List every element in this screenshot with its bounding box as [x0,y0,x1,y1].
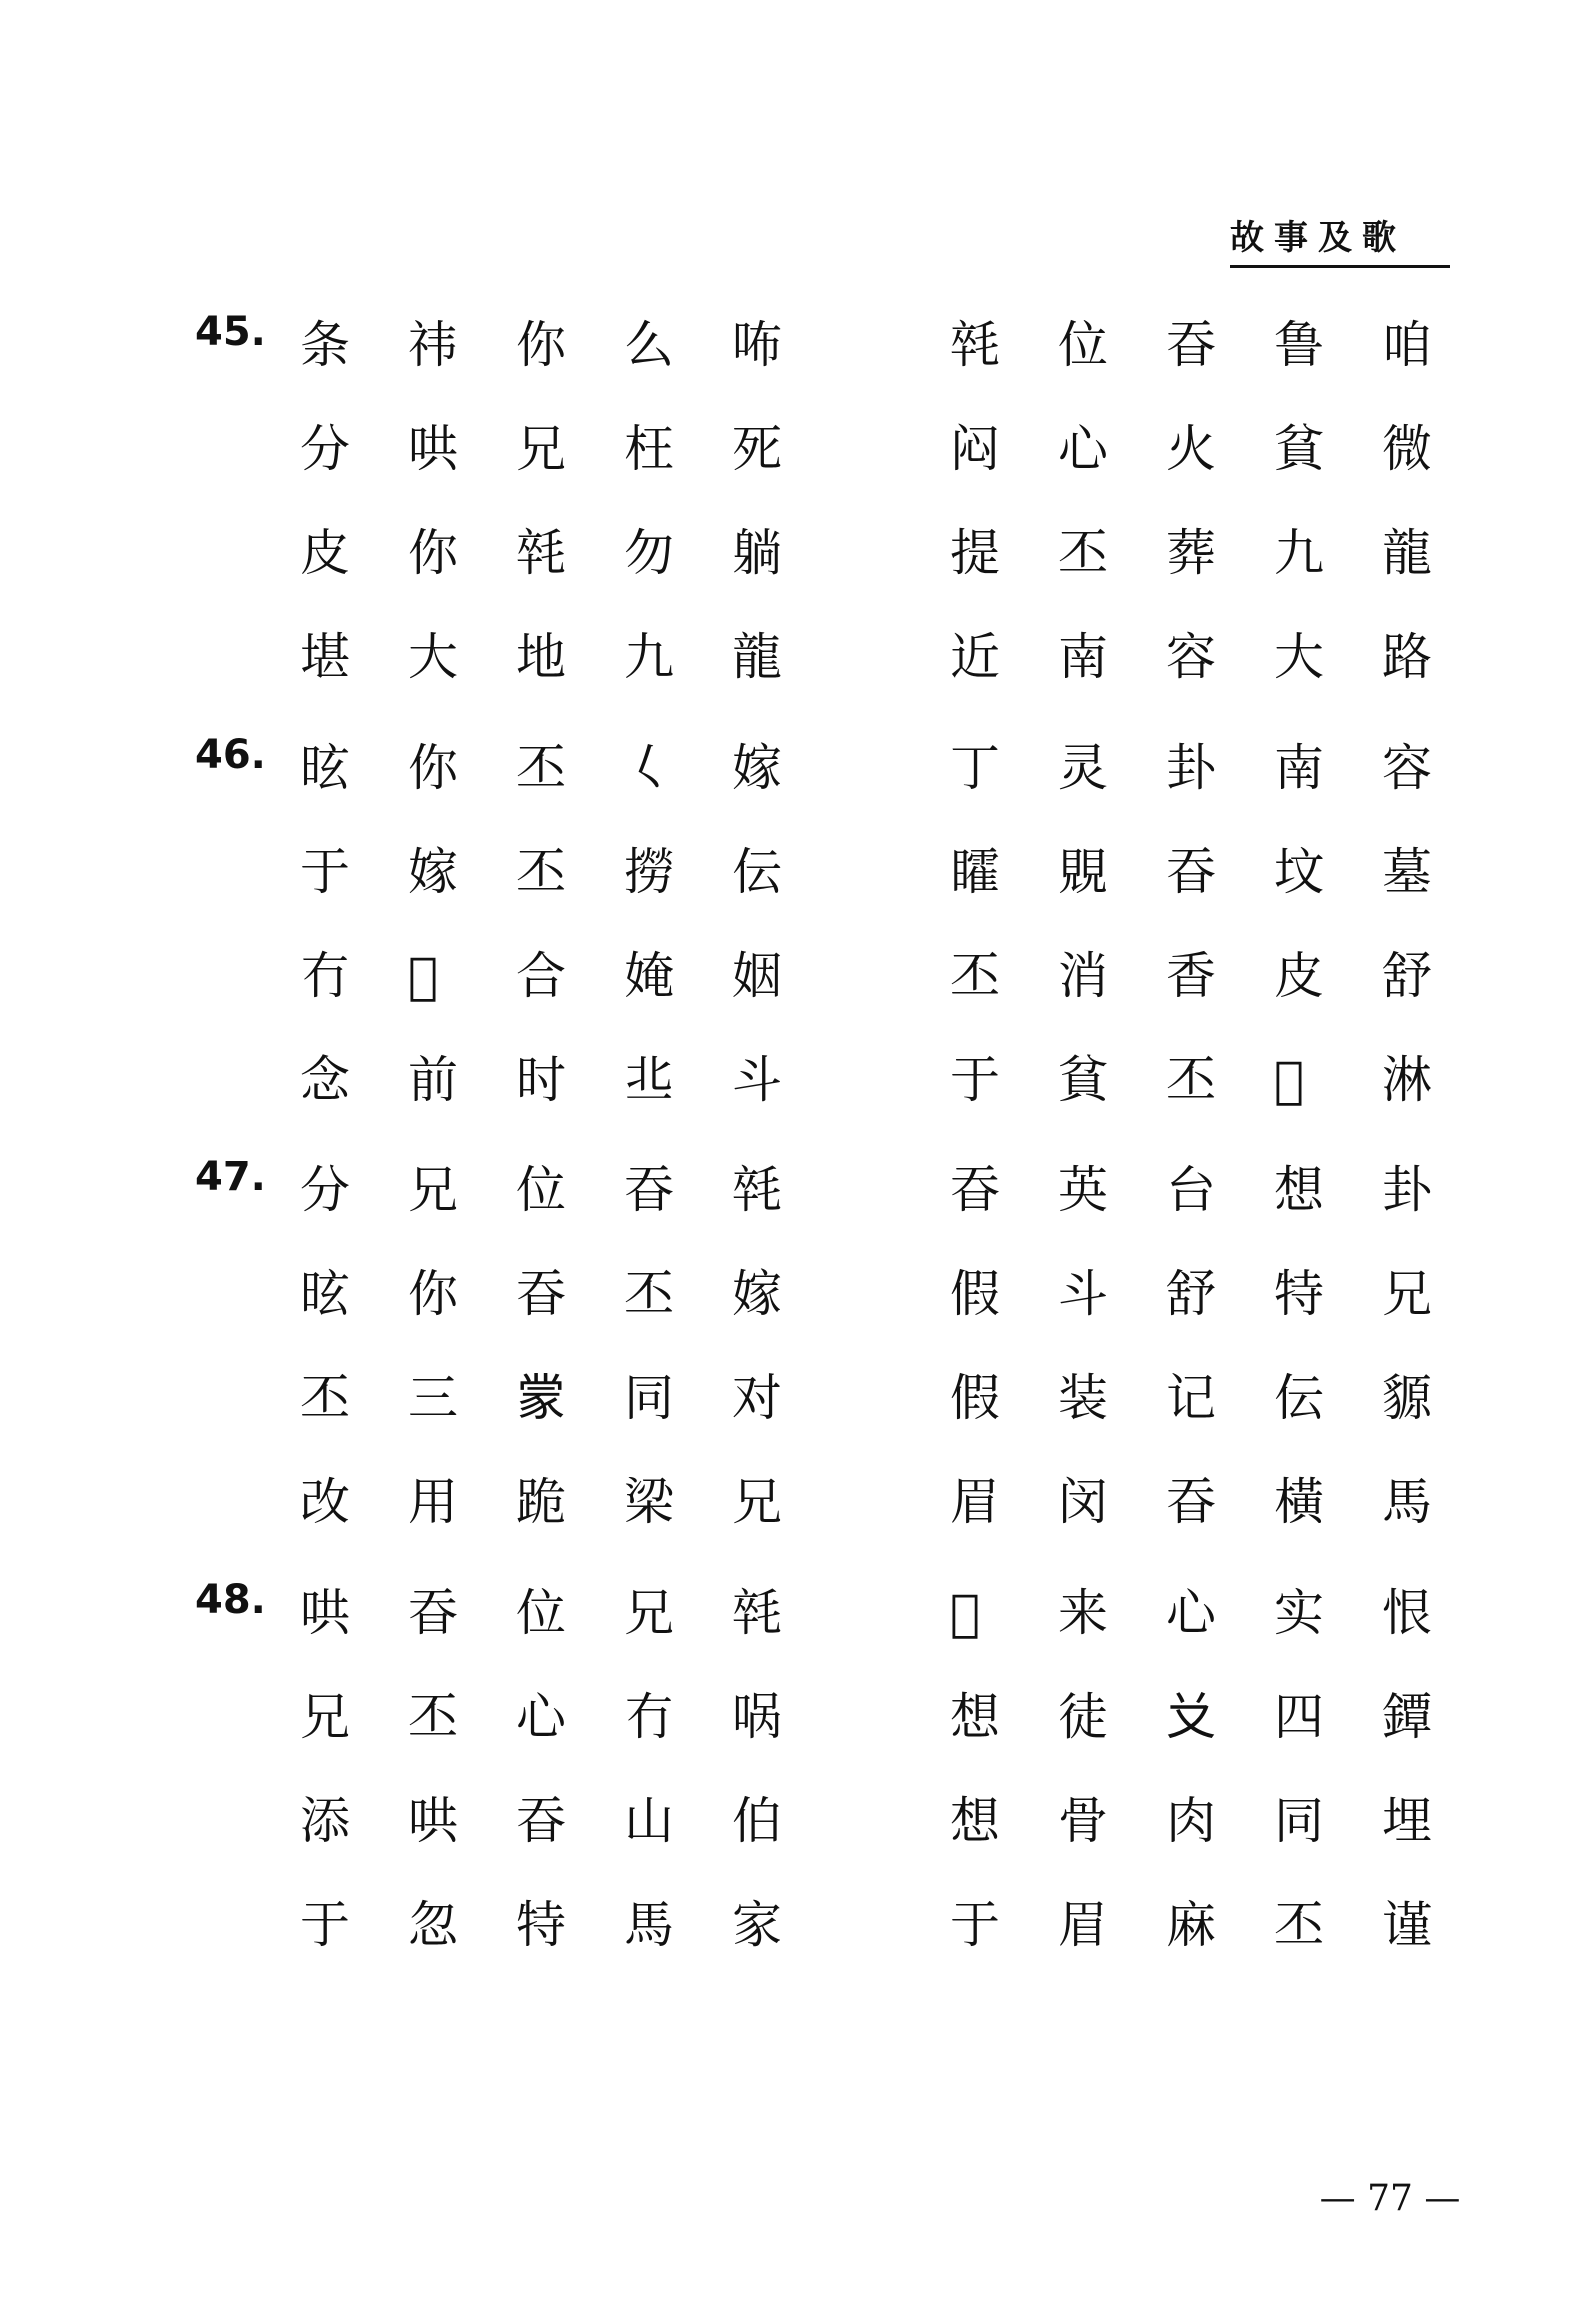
hemistich-left [300,503,840,603]
hemistich-right [950,1771,1490,1871]
nom-character: 哄 [408,1792,458,1850]
nom-character: 于 [950,1896,1000,1954]
hemistich-right [950,607,1490,707]
nom-character: 昋 [950,1161,1000,1219]
verse-line [0,718,1587,818]
nom-character: 位 [1058,316,1108,374]
hemistich-left [300,1140,840,1240]
nom-character: 台 [1166,1161,1216,1219]
hemistich-left [300,1875,840,1975]
nom-character: 葬 [1166,524,1216,582]
nom-character: 想 [950,1792,1000,1850]
nom-character: 大 [1274,628,1324,686]
nom-character: 合 [516,947,566,1005]
nom-character: 龍 [1382,524,1432,582]
nom-character: 南 [1274,739,1324,797]
hemistich-right [950,1140,1490,1240]
nom-character: 卦 [1382,1161,1432,1219]
nom-character: 龍 [732,628,782,686]
nom-character: 近 [950,628,1000,686]
nom-character: 勿 [624,524,674,582]
nom-character: 皮 [300,524,350,582]
hemistich-left [300,1563,840,1663]
nom-character: 㖞 [732,1688,782,1746]
hemistich-left [300,607,840,707]
nom-character: 祎 [408,316,458,374]
nom-character: 骨 [1058,1792,1108,1850]
hemistich-left [300,295,840,395]
verse-line [0,295,1587,395]
nom-character: 坟 [1274,843,1324,901]
nom-character: 𠬠 [1166,1688,1216,1746]
nom-character: 路 [1382,628,1432,686]
nom-character: 假 [950,1265,1000,1323]
verse-line [0,1140,1587,1240]
nom-character: 撈 [624,843,674,901]
page-number: — 77 — [1319,2178,1461,2219]
verse-line [0,1244,1587,1344]
nom-character: 昋 [1166,1473,1216,1531]
nom-character: 昡 [300,1265,350,1323]
nom-character: 添 [300,1792,350,1850]
nom-character: 貧 [1274,420,1324,478]
nom-character: 地 [516,628,566,686]
nom-character: 闷 [950,420,1000,478]
nom-character: 昋 [516,1792,566,1850]
nom-character: 条 [300,316,350,374]
hemistich-right [950,1348,1490,1448]
nom-character: 跪 [516,1473,566,1531]
nom-character: 四 [1274,1688,1324,1746]
nom-character: 姻 [732,947,782,1005]
nom-character: 哄 [300,1584,350,1642]
nom-character: 家 [732,1896,782,1954]
nom-character: 嫁 [408,843,458,901]
hemistich-left [300,1348,840,1448]
nom-character: 㲞 [950,316,1000,374]
nom-character: 兄 [1382,1265,1432,1323]
nom-character: 貧 [1058,1051,1108,1109]
nom-character: 来 [1058,1584,1108,1642]
nom-character: 舒 [1166,1265,1216,1323]
nom-character: 墓 [1382,843,1432,901]
verse-line [0,1875,1587,1975]
nom-character: 三 [408,1369,458,1427]
verse-line [0,926,1587,1026]
nom-character: 兄 [516,420,566,478]
nom-character: 死 [732,420,782,478]
verse-line [0,822,1587,922]
nom-character: 徒 [1058,1688,1108,1746]
nom-character: 谨 [1382,1896,1432,1954]
nom-character: 实 [1274,1584,1324,1642]
stanza-number: 46. [195,732,266,778]
nom-character: 你 [408,524,458,582]
nom-character: 装 [1058,1369,1108,1427]
nom-character: 埋 [1382,1792,1432,1850]
nom-character: 南 [1058,628,1108,686]
verse-line [0,607,1587,707]
nom-character: 兄 [732,1473,782,1531]
nom-character: 兄 [408,1161,458,1219]
hemistich-left [300,1244,840,1344]
nom-character: 英 [1058,1161,1108,1219]
nom-character: 肉 [1166,1792,1216,1850]
nom-character: 丕 [624,1265,674,1323]
nom-character: 斗 [1058,1265,1108,1323]
nom-character: 昋 [1166,316,1216,374]
hemistich-right [950,926,1490,1026]
nom-character: 舒 [1382,947,1432,1005]
hemistich-right [950,1030,1490,1130]
nom-character: 咘 [732,316,782,374]
nom-character: 微 [1382,420,1432,478]
nom-character: 火 [1166,420,1216,478]
hemistich-right [950,295,1490,395]
hemistich-left [300,399,840,499]
nom-character: 嫁 [732,739,782,797]
nom-character: 心 [1166,1584,1216,1642]
hemistich-right [950,503,1490,603]
nom-character: 𪜀 [950,1584,981,1642]
nom-character: 矐 [950,843,1000,901]
nom-character: 皮 [1274,947,1324,1005]
nom-character: 眉 [950,1473,1000,1531]
nom-character: 心 [1058,420,1108,478]
nom-character: 灵 [1058,739,1108,797]
nom-character: 枉 [624,420,674,478]
hemistich-right [950,1452,1490,1552]
hemistich-right [950,1563,1490,1663]
nom-character: 堪 [300,628,350,686]
hemistich-left [300,1667,840,1767]
nom-character: 伯 [732,1792,782,1850]
nom-character: 想 [1274,1161,1324,1219]
nom-character: 特 [1274,1265,1324,1323]
nom-character: 想 [950,1688,1000,1746]
nom-character: 改 [300,1473,350,1531]
nom-character: 鐔 [1382,1688,1432,1746]
nom-character: 丁 [950,739,1000,797]
nom-character: 冇 [300,947,350,1005]
nom-character: 㲞 [732,1584,782,1642]
nom-character: 卦 [1166,739,1216,797]
nom-character: 于 [300,1896,350,1954]
nom-character: 斗 [732,1051,782,1109]
nom-character: 咱 [1382,316,1432,374]
nom-character: 于 [300,843,350,901]
stanza-number: 47. [195,1154,266,1200]
nom-character: 昋 [408,1584,458,1642]
hemistich-left [300,1030,840,1130]
nom-character: 大 [408,628,458,686]
nom-character: 䝠 [1382,1369,1432,1427]
stanza-number: 48. [195,1577,266,1623]
nom-character: 山 [624,1792,674,1850]
nom-character: 容 [1382,739,1432,797]
nom-character: 冇 [624,1688,674,1746]
nom-character: 兄 [300,1688,350,1746]
hemistich-left [300,1452,840,1552]
hemistich-left [300,1771,840,1871]
nom-character: 丕 [300,1369,350,1427]
nom-character: 假 [950,1369,1000,1427]
verse-line [0,399,1587,499]
verse-line [0,1771,1587,1871]
nom-character: 昋 [516,1265,566,1323]
nom-character: 眉 [1058,1896,1108,1954]
hemistich-right [950,1667,1490,1767]
nom-character: 昡 [300,739,350,797]
nom-character: 馬 [624,1896,674,1954]
nom-character: 丕 [516,843,566,901]
nom-character: 丠 [624,1051,674,1109]
nom-character: 馬 [1382,1473,1432,1531]
hemistich-right [950,718,1490,818]
nom-character: 覞 [1058,843,1108,901]
nom-character: 躺 [732,524,782,582]
hemistich-right [950,822,1490,922]
nom-character: 分 [300,420,350,478]
nom-character: 𫎇 [516,1369,566,1427]
nom-character: 橫 [1274,1473,1324,1531]
nom-character: 闵 [1058,1473,1108,1531]
nom-character: 丕 [516,739,566,797]
hemistich-right [950,399,1490,499]
verse-line [0,1030,1587,1130]
nom-character: 丕 [1058,524,1108,582]
nom-character: 𡗶 [1274,1051,1305,1109]
nom-character: 丕 [408,1688,458,1746]
nom-character: 心 [516,1688,566,1746]
verse-line [0,1563,1587,1663]
nom-character: 时 [516,1051,566,1109]
nom-character: 丕 [950,947,1000,1005]
nom-character: 香 [1166,947,1216,1005]
nom-character: 𡿨 [624,739,674,797]
nom-character: 丕 [1274,1896,1324,1954]
nom-character: 𡗶 [408,947,439,1005]
nom-character: 用 [408,1473,458,1531]
hemistich-left [300,926,840,1026]
stanza-number: 45. [195,309,266,355]
verse-line [0,1667,1587,1767]
nom-character: 特 [516,1896,566,1954]
nom-character: 容 [1166,628,1216,686]
nom-character: 嫁 [732,1265,782,1323]
nom-character: 么 [624,316,674,374]
nom-character: 伝 [732,843,782,901]
nom-character: 你 [516,316,566,374]
nom-character: 麻 [1166,1896,1216,1954]
nom-character: 㲞 [516,524,566,582]
nom-character: 丕 [1166,1051,1216,1109]
nom-character: 对 [732,1369,782,1427]
nom-character: 消 [1058,947,1108,1005]
nom-character: 分 [300,1161,350,1219]
nom-character: 九 [1274,524,1324,582]
nom-character: 念 [300,1051,350,1109]
nom-character: 你 [408,739,458,797]
nom-character: 位 [516,1161,566,1219]
nom-character: 㲞 [732,1161,782,1219]
nom-character: 昋 [1166,843,1216,901]
hemistich-left [300,822,840,922]
nom-character: 恨 [1382,1584,1432,1642]
nom-character: 你 [408,1265,458,1323]
nom-character: 淋 [1382,1051,1432,1109]
nom-character: 㛪 [624,947,674,1005]
nom-character: 伝 [1274,1369,1324,1427]
nom-character: 同 [624,1369,674,1427]
nom-character: 同 [1274,1792,1324,1850]
nom-character: 提 [950,524,1000,582]
nom-character: 记 [1166,1369,1216,1427]
nom-character: 哄 [408,420,458,478]
nom-character: 鲁 [1274,316,1324,374]
running-title: 故事及歌 [1230,210,1450,268]
nom-character: 忽 [408,1896,458,1954]
nom-character: 前 [408,1051,458,1109]
nom-character: 梁 [624,1473,674,1531]
hemistich-left [300,718,840,818]
hemistich-right [950,1875,1490,1975]
nom-character: 兄 [624,1584,674,1642]
nom-character: 九 [624,628,674,686]
hemistich-right [950,1244,1490,1344]
nom-character: 昋 [624,1161,674,1219]
nom-character: 位 [516,1584,566,1642]
verse-line [0,1348,1587,1448]
nom-character: 于 [950,1051,1000,1109]
verse-line [0,1452,1587,1552]
verse-line [0,503,1587,603]
